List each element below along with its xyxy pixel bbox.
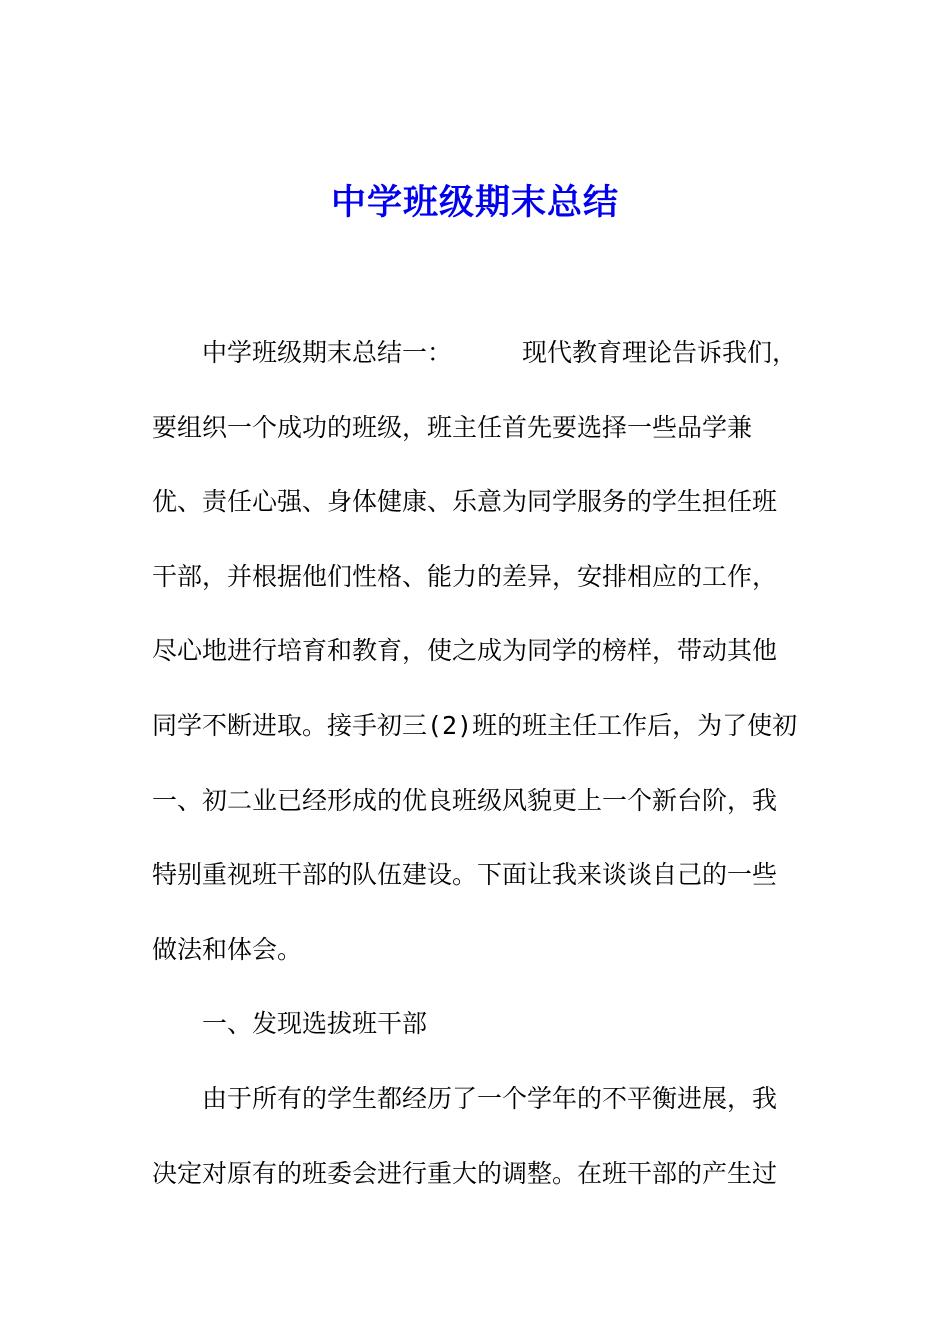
paragraph-line: 尽心地进行培育和教育，使之成为同学的榜样，带动其他 xyxy=(152,636,778,666)
paragraph-line: 特别重视班干部的队伍建设。下面让我来谈谈自己的一些 xyxy=(152,860,778,890)
document-body xyxy=(152,333,812,1228)
paragraph-line: 做法和体会。 xyxy=(152,934,303,964)
paragraph-line: 由于所有的学生都经历了一个学年的不平衡进展，我 xyxy=(202,1083,778,1113)
paragraph-text: 现代教育理论告诉我们， xyxy=(522,338,798,367)
paragraph-line: 同学不断进取。接手初三(2)班的班主任工作后，为了使初 xyxy=(152,710,798,740)
paragraph-line: 要组织一个成功的班级，班主任首先要选择一些品学兼 xyxy=(152,412,753,442)
document-title: 中学班级期末总结 xyxy=(330,182,619,223)
paragraph-line: 决定对原有的班委会进行重大的调整。在班干部的产生过 xyxy=(152,1158,778,1188)
section-heading: 一、发现选拔班干部 xyxy=(202,1009,428,1039)
section-label: 中学班级期末总结一： xyxy=(202,338,453,367)
paragraph-line: 干部，并根据他们性格、能力的差异，安排相应的工作， xyxy=(152,561,778,591)
paragraph-line xyxy=(152,333,812,408)
paragraph-line: 优、责任心强、身体健康、乐意为同学服务的学生担任班 xyxy=(152,487,778,517)
paragraph-line: 一、初二业已经形成的优良班级风貌更上一个新台阶，我 xyxy=(152,785,778,815)
